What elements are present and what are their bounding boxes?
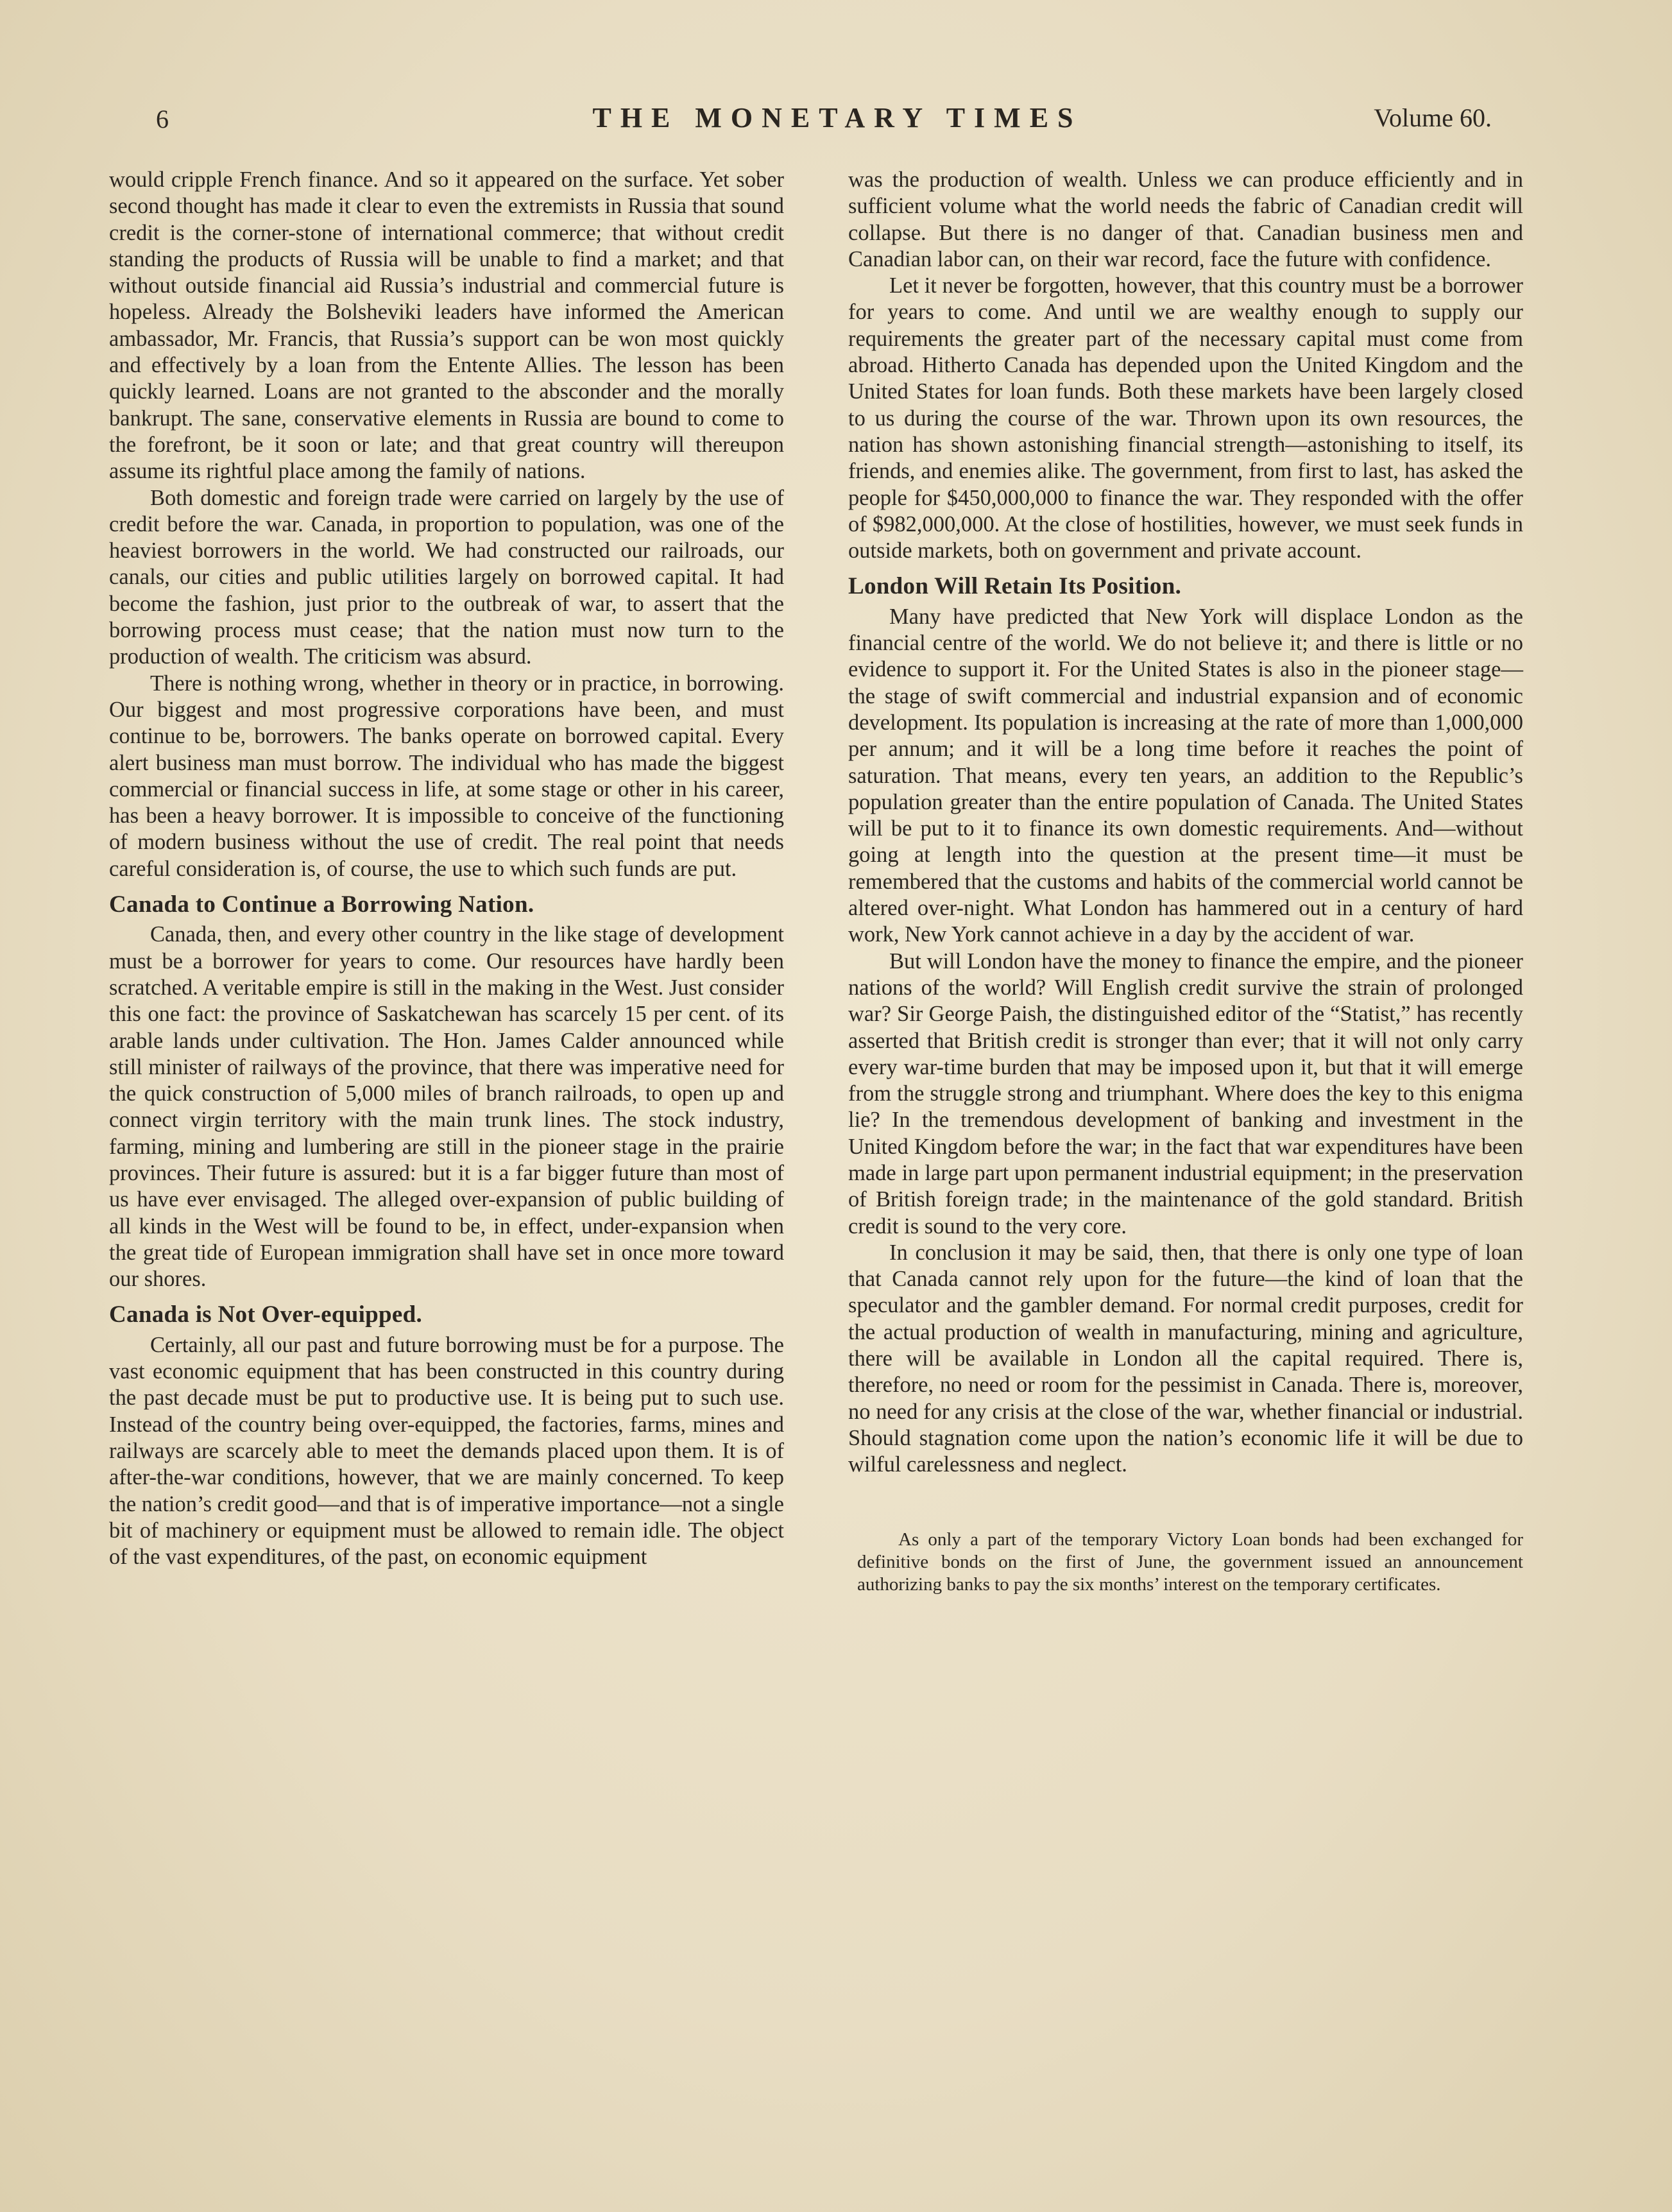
paragraph: Both domestic and foreign trade were carried on largely by the use of credit before the war. Canada, in proportion to population, was one of the heaviest borrowers in the world. We had constructed our railroads, our canals, our cities and public utilities largely on borrowed capital. It had become the fashion, just prior to the outbreak of war, to assert that the borrowing process must cease; that the nation must now turn to the production of wealth. The criticism was absurd. [109, 485, 784, 669]
paragraph: In conclusion it may be said, then, that there is only one type of loan that Canada cannot rely upon for the future—the kind of loan that the speculator and the gambler demand. For normal credit purposes, credit for the actual production of wealth in manufacturing, mining and agriculture, there will be available in London all the capital required. There is, therefore, no need or room for the pessimist in Canada. There is, moreover, no need for any crisis at the close of the war, whether financial or industrial. Should stagnation come upon the nation’s economic life it will be due to wilful carelessness and neglect. [848, 1240, 1523, 1477]
section-heading: London Will Retain Its Position. [848, 573, 1182, 600]
page-header [144, 96, 1530, 141]
paragraph: would cripple French finance. And so it appeared on the surface. Yet sober second thought has made it clear to even the extremists in Russia that sound credit is the corner-stone of international commerce; that without credit standing the products of Russia will be unable to find a market; and that without outside financial aid Russia’s industrial and commercial future is hopeless. Already the Bolsheviki leaders have informed the American ambassador, Mr. Francis, that Russia’s support can be won most quickly and effectively by a loan from the Entente Allies. The lesson has been quickly learned. Loans are not granted to the absconder and the morally bankrupt. The sane, conservative elements in Russia are bound to come to the forefront, be it soon or late; and that great country will thereupon assume its rightful place among the family of nations. [109, 167, 784, 484]
paragraph: Many have predicted that New York will displace London as the financial centre of the world. We do not believe it; and there is little or no evidence to support it. For the United States is also in the pioneer stage—the stage of swift commercial and industrial expansion and of economic development. Its population is increasing at the rate of more than 1,000,000 per annum; and it will be a long time before it reaches the point of saturation. That means, every ten years, an addition to the Republic’s population greater than the entire population of Canada. The United States will be put to it to finance its own domestic requirements. And—without going at length into the question at the present time—it must be remembered that the customs and habits of the commercial world cannot be altered over-night. What London has hammered out in a century of hard work, New York cannot achieve in a day by the accident of war. [848, 604, 1523, 947]
paragraph: Canada, then, and every other country in the like stage of development must be a borrower for years to come. Our resources have hardly been scratched. A veritable empire is still in the making in the West. Just consider this one fact: the province of Saskatchewan has scarcely 15 per cent. of its arable lands under cultivation. The Hon. James Calder announced while still minister of railways of the province, that there was imperative need for the quick construction of 5,000 miles of branch railroads, to open up and connect virgin territory with the main trunk lines. The stock industry, farming, mining and lumbering are still in the pioneer stage in the prairie provinces. Their future is assured: but it is a far bigger future than most of us have ever envisaged. The alleged over-expansion of public building of all kinds in the West will be found to be, in effect, under-expansion when the great tide of European immigration shall have set in once more toward our shores. [109, 922, 784, 1292]
paragraph: Let it never be forgotten, however, that this country must be a borrower for years to come. And until we are wealthy enough to supply our requirements the greater part of the necessary capital must come from abroad. Hitherto Canada has depended upon the United Kingdom and the United States for loan funds. Both these markets have been largely closed to us during the course of the war. Thrown upon its own resources, the nation has shown astonishing financial strength—astonishing to itself, its friends, and enemies alike. The government, from first to last, has asked the people for $450,000,000 to finance the war. They responded with the offer of $982,000,000. At the close of hostilities, however, we must seek funds in outside markets, both on government and private account. [848, 273, 1523, 563]
paragraph: Certainly, all our past and future borrowing must be for a purpose. The vast economic equipment that has been constructed in this country during the past decade must be put to productive use. It is being put to such use. Instead of the country being over-equipped, the factories, farms, mines and railways are scarcely able to meet the demands placed upon them. It is of after-the-war conditions, however, that we are mainly concerned. To keep the nation’s credit good—and that is of imperative importance—not a single bit of machinery or equipment must be allowed to remain idle. The object of the vast expenditures, of the past, on economic equipment [109, 1332, 784, 1570]
page-number: 6 [156, 105, 169, 133]
news-note: As only a part of the temporary Victory Loan bonds had been exchanged for definitive bonds on the first of June, the government issued an announcement authorizing banks to pay the six months’ interest on the temporary certificates. [857, 1529, 1523, 1595]
paragraph: But will London have the money to finance the empire, and the pioneer nations of the world? Will English credit survive the strain of prolonged war? Sir George Paish, the distinguished editor of the “Statist,” has recently asserted that British credit is stronger than ever; that it will not only carry every war-time burden that may be imposed upon it, but that it will emerge from the struggle strong and triumphant. Where does the key to this enigma lie? In the tremendous development of banking and investment in the United Kingdom before the war; in the fact that war expenditures have been made in large part upon permanent industrial equipment; in the preservation of British foreign trade; in the maintenance of the gold standard. British credit is sound to the very core. [848, 948, 1523, 1239]
right-column [848, 167, 1523, 1596]
section-heading: Canada to Continue a Borrowing Nation. [109, 891, 534, 918]
paragraph: was the production of wealth. Unless we can produce efficiently and in sufficient volume what the world needs the fabric of Canadian credit will collapse. But there is no danger of that. Canadian business men and Canadian labor can, on their war record, face the future with confidence. [848, 167, 1523, 271]
volume-label: Volume 60. [1374, 103, 1492, 132]
paragraph: There is nothing wrong, whether in theory or in practice, in borrowing. Our biggest and most progressive corporations have been, and must continue to be, borrowers. The banks operate on borrowed capital. Every alert business man must borrow. The individual who has made the biggest commercial or financial success in life, at some stage or other in his career, has been a heavy borrower. It is impossible to conceive of the functioning of modern business without the use of credit. The real point that needs careful consideration is, of course, the use to which such funds are put. [109, 671, 784, 881]
journal-title: THE MONETARY TIMES [592, 102, 1082, 133]
left-column [109, 167, 784, 1570]
section-heading: Canada is Not Over-equipped. [109, 1301, 423, 1328]
